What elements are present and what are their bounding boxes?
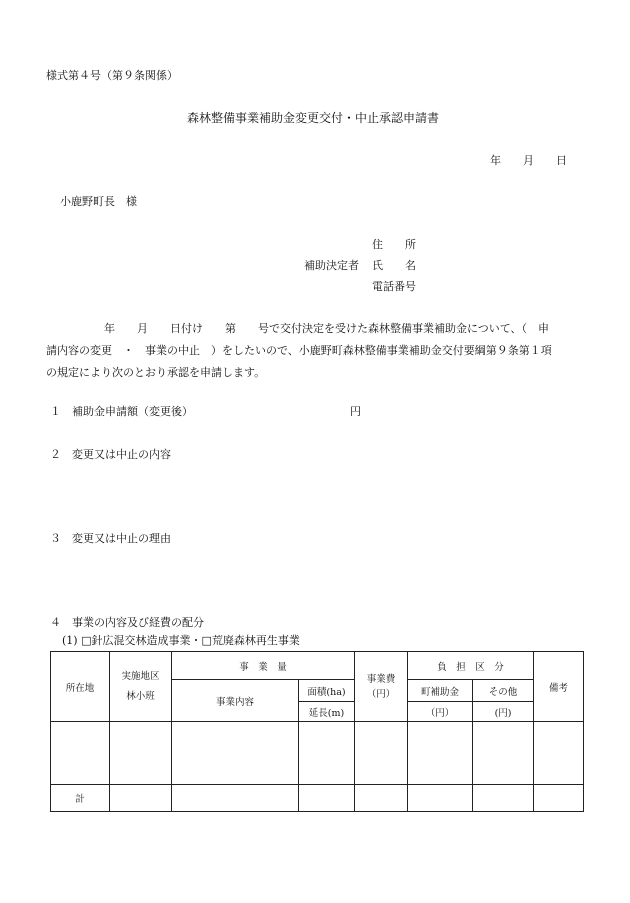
- cell-other[interactable]: [473, 722, 534, 785]
- header-other: その他: [473, 680, 534, 702]
- item-4-label: ４ 事業の内容及び経費の配分: [50, 616, 204, 629]
- total-other[interactable]: [473, 785, 534, 812]
- cell-area[interactable]: [299, 722, 355, 785]
- cell-remarks[interactable]: [534, 722, 584, 785]
- header-other-unit: (円): [473, 702, 534, 722]
- item-1-label: １ 補助金申請額（変更後）: [50, 405, 193, 418]
- total-content[interactable]: [172, 785, 299, 812]
- header-site-line-1: 実施地区: [121, 670, 160, 682]
- item-4-subitem: (1) □針広混交林造成事業・□荒廃森林再生事業: [62, 634, 300, 647]
- cell-cost[interactable]: [355, 722, 408, 785]
- header-cost: [355, 652, 408, 722]
- header-length: 延長(m): [299, 702, 355, 722]
- item-3-label: ３ 変更又は中止の理由: [50, 532, 171, 545]
- header-cost-line-2: （円）: [366, 688, 396, 700]
- date-line: 年 月 日: [490, 154, 567, 167]
- cell-site[interactable]: [110, 722, 172, 785]
- header-remarks: 備考: [534, 652, 584, 722]
- total-remarks[interactable]: [534, 785, 584, 812]
- applicant-role: 補助決定者: [304, 259, 359, 272]
- header-site-line-2: 林小班: [126, 690, 155, 702]
- cell-location[interactable]: [51, 722, 110, 785]
- total-town-subsidy[interactable]: [408, 785, 473, 812]
- body-line-1: 年 月 日付け 第 号で交付決定を受けた森林整備事業補助金について、（ 申: [104, 322, 550, 335]
- header-town-unit: （円）: [408, 702, 473, 722]
- document-title: 森林整備事業補助金変更交付・中止承認申請書: [187, 111, 440, 125]
- header-cost-line-1: 事業費: [366, 673, 396, 685]
- table-row: [51, 722, 584, 785]
- header-location: 所在地: [51, 652, 110, 722]
- form-number: 様式第４号（第９条関係）: [46, 69, 178, 82]
- total-area[interactable]: [299, 785, 355, 812]
- total-site[interactable]: [110, 785, 172, 812]
- total-row: [51, 785, 584, 812]
- body-line-2: 請内容の変更 ・ 事業の中止 ）をしたいので、小鹿野町森林整備事業補助金交付要綱第９条第１項: [46, 344, 552, 357]
- header-town-subsidy: 町補助金: [408, 680, 473, 702]
- total-cost[interactable]: [355, 785, 408, 812]
- item-2-label: ２ 変更又は中止の内容: [50, 448, 171, 461]
- header-burden: 負 担 区 分: [408, 652, 534, 680]
- cell-town-subsidy[interactable]: [408, 722, 473, 785]
- applicant-address-label: 住 所: [372, 238, 416, 251]
- total-label: 計: [51, 785, 110, 812]
- item-1-unit: 円: [350, 405, 361, 418]
- applicant-name-label: 氏 名: [372, 259, 416, 272]
- cell-content[interactable]: [172, 722, 299, 785]
- header-site: [110, 652, 172, 722]
- applicant-phone-label: 電話番号: [372, 280, 416, 293]
- addressee: 小鹿野町長 様: [60, 195, 137, 208]
- header-area: 面積(ha): [299, 680, 355, 702]
- body-line-3: の規定により次のとおり承認を申請します。: [46, 366, 266, 379]
- application-body: [46, 318, 586, 384]
- header-content: 事業内容: [172, 680, 299, 722]
- header-volume: 事 業 量: [172, 652, 355, 680]
- project-table: [50, 651, 584, 812]
